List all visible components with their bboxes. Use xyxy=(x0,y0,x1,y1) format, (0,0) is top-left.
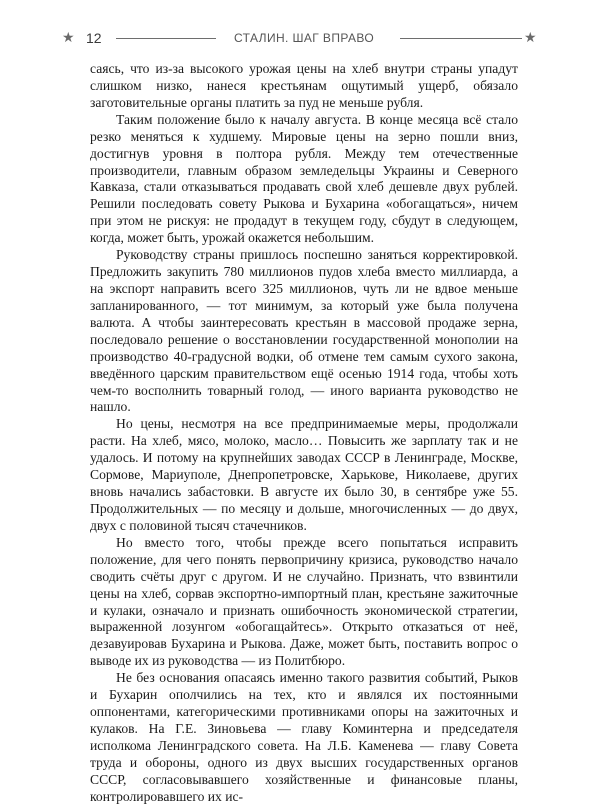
star-icon: ★ xyxy=(524,30,537,46)
running-header xyxy=(62,28,538,50)
page-number: 12 xyxy=(86,30,102,46)
paragraph-5: Но вместо того, чтобы прежде всего попытаться исправить положение, для чего понять первопричину кризиса, руководство начало сводить счёты друг с другом. И не случайно. Признать, что взвинтили цены на хлеб, сорвав экспортно-импортный план, крестьяне зажиточные и кулаки, означало и признать ошибочность экономической стратегии, выраженной лозунгом «обогащайтесь». Открыто отказаться от неё, дезавуировав Бухарина и Рыкова. Даже, может быть, поставить вопрос о выводе их из руководства — из Политбюро. xyxy=(90,534,518,669)
paragraph-1: саясь, что из-за высокого урожая цены на хлеб внутри страны упадут слишком низко, нанеся крестьянам ощутимый ущерб, обязало заготовительные органы платить за пуд не меньше рубля. xyxy=(90,61,518,110)
paragraph-3: Руководству страны пришлось поспешно заняться корректировкой. Предложить закупить 780 миллионов пудов хлеба вместо миллиарда, а на экспорт направить всего 325 миллионов, чуть ли не вдвое меньше запланированного, — тот минимум, за который уже была получена валюта. А чтобы заинтересовать крестьян в массовой продаже зерна, последовало решение о восстановлении государственной монополии на производство 40-градусной водки, об отмене тем самым сухого закона, введённого царским правительством ещё осенью 1914 года, чтобы хоть чем-то восполнить товарный голод, — иного варианта руководство не нашло. xyxy=(90,247,518,415)
running-title: СТАЛИН. ШАГ ВПРАВО xyxy=(234,31,375,45)
star-icon: ★ xyxy=(62,30,75,46)
paragraph-6: Не без основания опасаясь именно такого развития событий, Рыков и Бухарин ополчились на тех, кто и являлся их постоянными оппонентами, категорическими противниками опоры на зажиточных и кулаков. На Г.Е. Зиновьева — главу Коминтерна и председателя исполкома Ленинградского совета. На Л.Б. Каменева — главу Совета труда и обороны, одного из двух высших государственных органов СССР, согласовывавшего хозяйственные и финансовые планы, контролировавшего их ис- xyxy=(90,670,518,804)
paragraph-4: Но цены, несмотря на все предпринимаемые меры, продолжали расти. На хлеб, мясо, молоко, масло… Повысить же зарплату так и не удалось. И потому на крупнейших заводах СССР в Ленинграде, Москве, Сормове, Мариуполе, Днепропетровске, Харькове, Николаеве, других вновь начались забастовки. В августе их было 30, в сентябре уже 55. Продолжительных — по месяцу и дольше, многочисленных — до двух, двух с половиной тысяч стачечников. xyxy=(90,416,518,533)
paragraph-2: Таким положение было к началу августа. В конце месяца всё стало резко меняться к худшему. Мировые цены на зерно пошли вниз, достигнув уровня в полтора рубля. Между тем отечественные производители, главным образом земледельцы Украины и Северного Кавказа, стали отказываться продавать свой хлеб дешевле двух рублей. Решили последовать совету Рыкова и Бухарина «обогащаться», ничем при этом не рискуя: не продадут в текущем году, сбудут в следующем, когда, может быть, урожай окажется небольшим. xyxy=(90,111,518,246)
body-text xyxy=(90,61,518,806)
header-rule-left xyxy=(116,38,216,39)
header-rule-right xyxy=(400,38,522,39)
